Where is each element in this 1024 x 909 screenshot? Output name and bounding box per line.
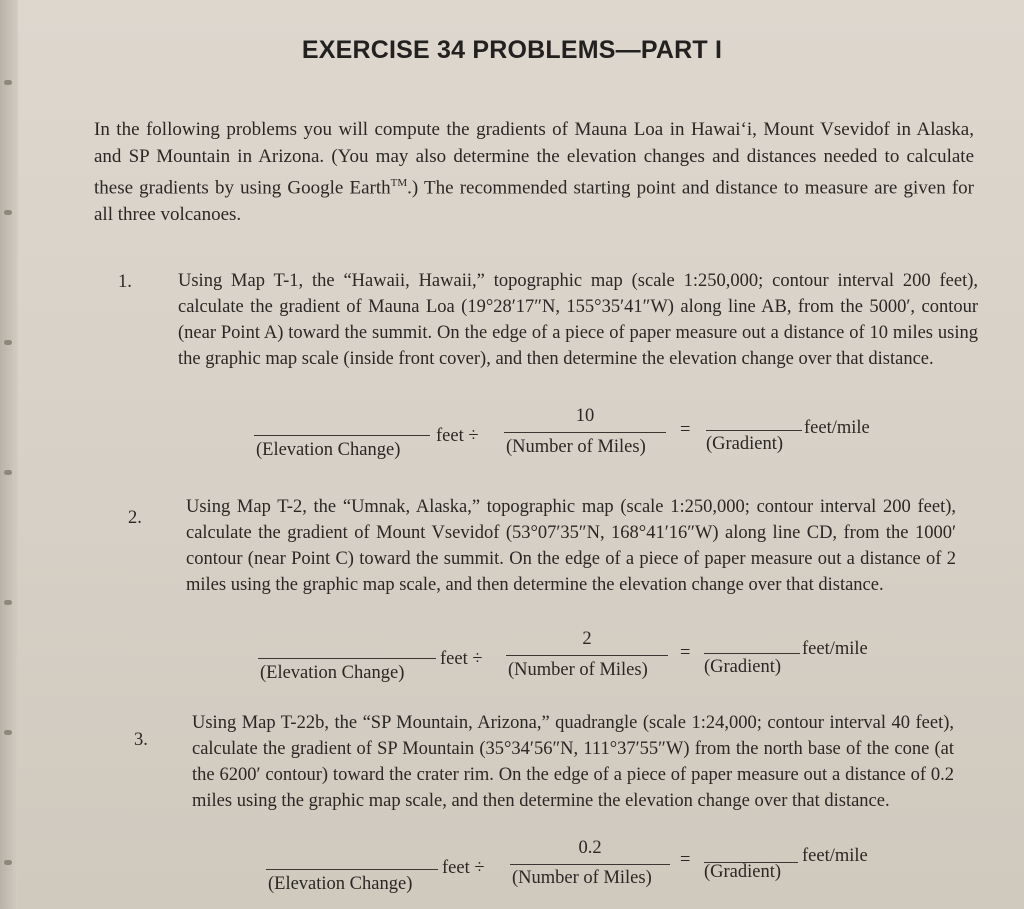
miles-blank — [504, 432, 666, 433]
problem-2-formula — [258, 627, 918, 683]
binding-hole — [4, 470, 12, 475]
binding-hole — [4, 860, 12, 865]
binding-hole — [4, 730, 12, 735]
trademark-mark: TM — [390, 177, 408, 189]
number-of-miles-label: (Number of Miles) — [506, 437, 646, 457]
feet-divide-label: feet ÷ — [442, 858, 485, 878]
feet-divide-label: feet ÷ — [436, 426, 479, 446]
intro-text-start: In the following problems you will compute the gradients of Mauna Loa in Hawai‘i, Mount Vsevidof in Alaska, and SP Mountain in Arizona. (You may also determine the elevation changes and distances needed to calculate these gradients by using Google Earth — [94, 119, 974, 199]
miles-value: 0.2 — [578, 838, 602, 858]
equals-sign: = — [680, 420, 691, 440]
page-binding-edge — [0, 0, 18, 909]
page-title: EXERCISE 34 PROBLEMS—PART I — [301, 36, 723, 64]
miles-blank — [506, 655, 668, 656]
feet-per-mile-label: feet/mile — [802, 846, 868, 866]
binding-hole — [4, 80, 12, 85]
elevation-change-label: (Elevation Change) — [260, 663, 405, 683]
number-of-miles-label: (Number of Miles) — [508, 660, 648, 680]
feet-divide-label: feet ÷ — [440, 649, 483, 669]
miles-value: 2 — [582, 629, 592, 649]
problem-2-text: Using Map T-2, the “Umnak, Alaska,” topographic map (scale 1:250,000; contour interval 200 feet), calculate the gradient of Mount Vsevidof (53°07′35″N, 168°41′16″W) along line CD, from the 1000′ contour (near Point C) toward the summit. On the edge of a piece of paper measure out a distance of 2 miles using the graphic map scale, and then determine the elevation change over that distance. — [186, 497, 956, 595]
feet-per-mile-label: feet/mile — [804, 418, 870, 438]
problem-3-number: 3. — [134, 730, 148, 750]
number-of-miles-label: (Number of Miles) — [512, 868, 652, 888]
elevation-change-blank[interactable] — [258, 658, 436, 659]
miles-value: 10 — [575, 406, 595, 426]
elevation-change-blank[interactable] — [254, 435, 430, 436]
gradient-label: (Gradient) — [704, 657, 782, 677]
problem-1-formula — [254, 404, 914, 460]
intro-paragraph — [94, 116, 974, 228]
gradient-label: (Gradient) — [706, 434, 784, 454]
problem-2-number: 2. — [128, 508, 142, 528]
problem-1-number: 1. — [118, 272, 132, 292]
problem-3-formula — [266, 836, 926, 892]
equals-sign: = — [680, 643, 691, 663]
elevation-change-blank[interactable] — [266, 869, 438, 870]
binding-hole — [4, 210, 12, 215]
elevation-change-label: (Elevation Change) — [268, 874, 413, 894]
problem-1-text: Using Map T-1, the “Hawaii, Hawaii,” topographic map (scale 1:250,000; contour interval 200 feet), calculate the gradient of Mauna Loa (19°28′17″N, 155°35′41″W) along line AB, from the 5000′, contour (near Point A) toward the summit. On the edge of a piece of paper measure out a distance of 10 miles using the graphic map scale (inside front cover), and then determine the elevation change over that distance. — [178, 271, 978, 369]
equals-sign: = — [680, 850, 691, 870]
problem-3-text: Using Map T-22b, the “SP Mountain, Arizona,” quadrangle (scale 1:24,000; contour interval 40 feet), calculate the gradient of SP Mountain (35°34′56″N, 111°37′55″W) from the north base of the cone (at the 6200′ contour) toward the crater rim. On the edge of a piece of paper measure out a distance of 0.2 miles using the graphic map scale, and then determine the elevation change over that distance. — [192, 713, 954, 811]
gradient-blank[interactable] — [704, 653, 800, 654]
binding-hole — [4, 600, 12, 605]
binding-hole — [4, 340, 12, 345]
intro-text-end: .) The recommended starting point and distance to measure are given for all three volcanoes. — [94, 177, 974, 226]
gradient-label: (Gradient) — [704, 862, 782, 882]
gradient-blank[interactable] — [706, 430, 802, 431]
feet-per-mile-label: feet/mile — [802, 639, 868, 659]
miles-blank — [510, 864, 670, 865]
elevation-change-label: (Elevation Change) — [256, 440, 401, 460]
